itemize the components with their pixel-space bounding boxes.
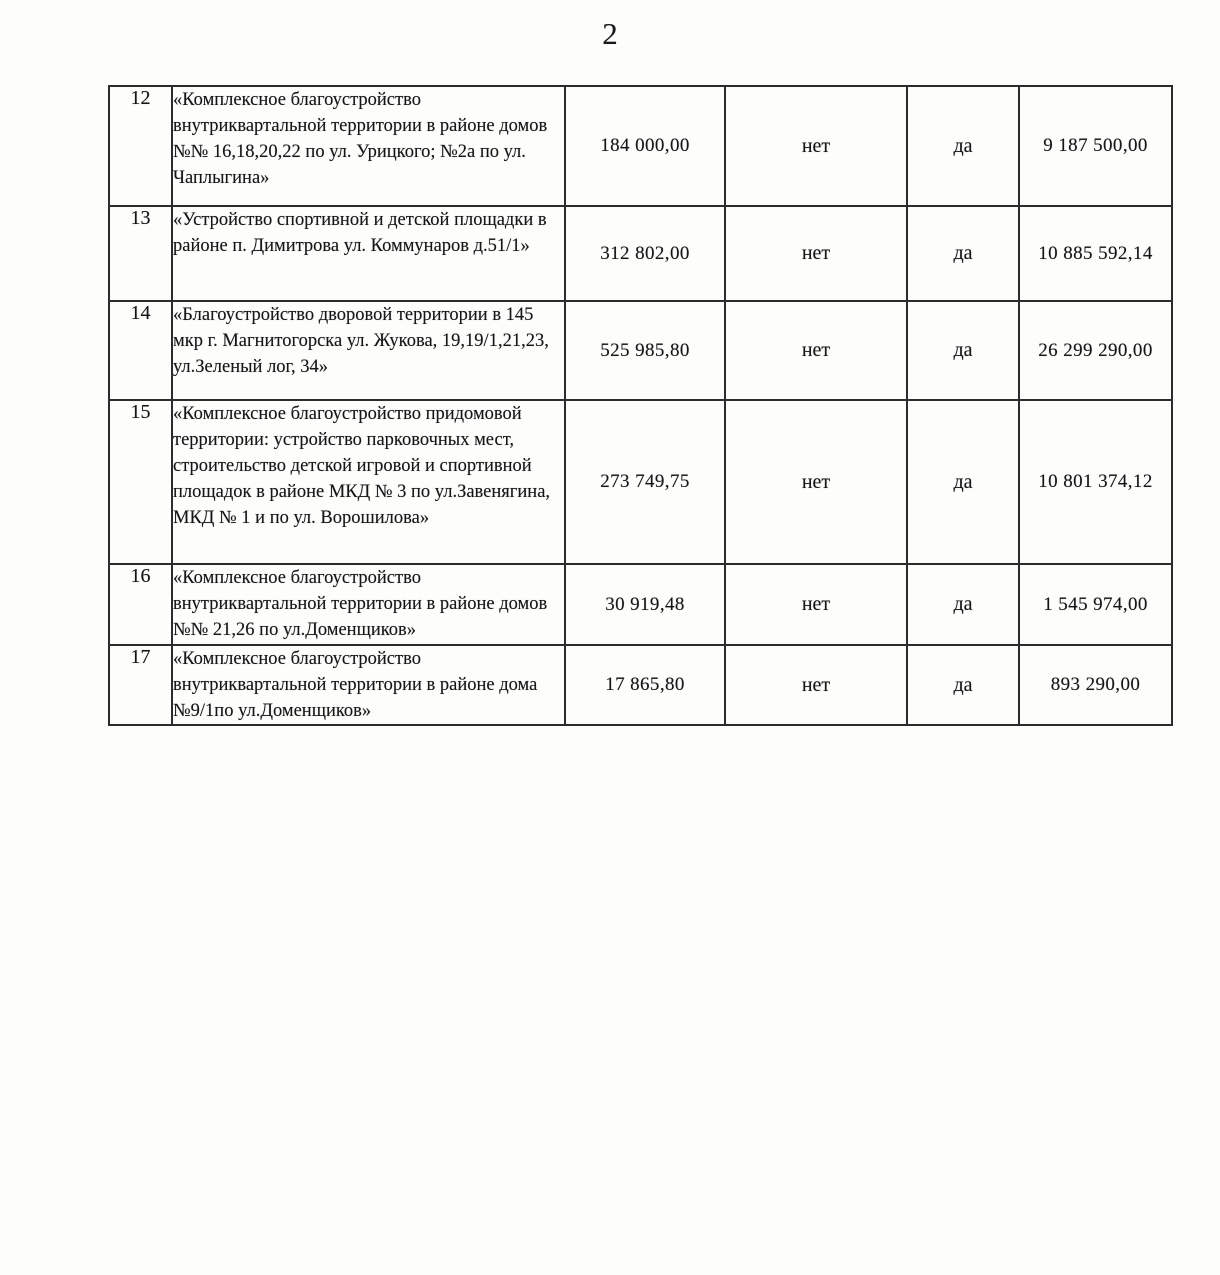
flag-net-cell: нет — [725, 645, 907, 725]
total-amount-cell: 1 545 974,00 — [1019, 564, 1172, 645]
flag-net-cell: нет — [725, 301, 907, 400]
row-number-cell: 12 — [109, 86, 172, 206]
amount-cell: 17 865,80 — [565, 645, 725, 725]
row-number-cell: 15 — [109, 400, 172, 564]
flag-net-cell: нет — [725, 86, 907, 206]
flag-net-cell: нет — [725, 206, 907, 301]
projects-table-body — [109, 86, 1172, 725]
flag-da-cell: да — [907, 564, 1019, 645]
total-amount-cell: 26 299 290,00 — [1019, 301, 1172, 400]
table-row — [109, 206, 1172, 301]
page-number: 2 — [602, 16, 618, 51]
total-amount-cell: 9 187 500,00 — [1019, 86, 1172, 206]
flag-da-cell: да — [907, 645, 1019, 725]
flag-da-cell: да — [907, 301, 1019, 400]
flag-net-cell: нет — [725, 564, 907, 645]
table-row — [109, 301, 1172, 400]
row-number-cell: 13 — [109, 206, 172, 301]
row-number-cell: 17 — [109, 645, 172, 725]
amount-cell: 184 000,00 — [565, 86, 725, 206]
project-name-cell: «Устройство спортивной и детской площадки в районе п. Димитрова ул. Коммунаров д.51/1» — [172, 206, 565, 301]
amount-cell: 30 919,48 — [565, 564, 725, 645]
project-name-cell: «Комплексное благоустройство внутриквартальной территории в районе дома №9/1по ул.Доменщиков» — [172, 645, 565, 725]
project-name-cell: «Комплексное благоустройство внутриквартальной территории в районе домов №№ 21,26 по ул.Доменщиков» — [172, 564, 565, 645]
project-name-cell: «Комплексное благоустройство внутриквартальной территории в районе домов №№ 16,18,20,22 по ул. Урицкого; №2а по ул. Чаплыгина» — [172, 86, 565, 206]
flag-da-cell: да — [907, 400, 1019, 564]
table-row — [109, 645, 1172, 725]
amount-cell: 312 802,00 — [565, 206, 725, 301]
flag-net-cell: нет — [725, 400, 907, 564]
table-row — [109, 564, 1172, 645]
amount-cell: 525 985,80 — [565, 301, 725, 400]
flag-da-cell: да — [907, 86, 1019, 206]
project-name-cell: «Комплексное благоустройство придомовой территории: устройство парковочных мест, строительство детской игровой и спортивной площадок в районе МКД № 3 по ул.Завенягина, МКД № 1 и по ул. Ворошилова» — [172, 400, 565, 564]
table-row — [109, 86, 1172, 206]
project-name-cell: «Благоустройство дворовой территории в 145 мкр г. Магнитогорска ул. Жукова, 19,19/1,21,23, ул.Зеленый лог, 34» — [172, 301, 565, 400]
total-amount-cell: 10 885 592,14 — [1019, 206, 1172, 301]
flag-da-cell: да — [907, 206, 1019, 301]
amount-cell: 273 749,75 — [565, 400, 725, 564]
projects-table — [108, 85, 1173, 726]
table-row — [109, 400, 1172, 564]
total-amount-cell: 893 290,00 — [1019, 645, 1172, 725]
total-amount-cell: 10 801 374,12 — [1019, 400, 1172, 564]
row-number-cell: 16 — [109, 564, 172, 645]
row-number-cell: 14 — [109, 301, 172, 400]
